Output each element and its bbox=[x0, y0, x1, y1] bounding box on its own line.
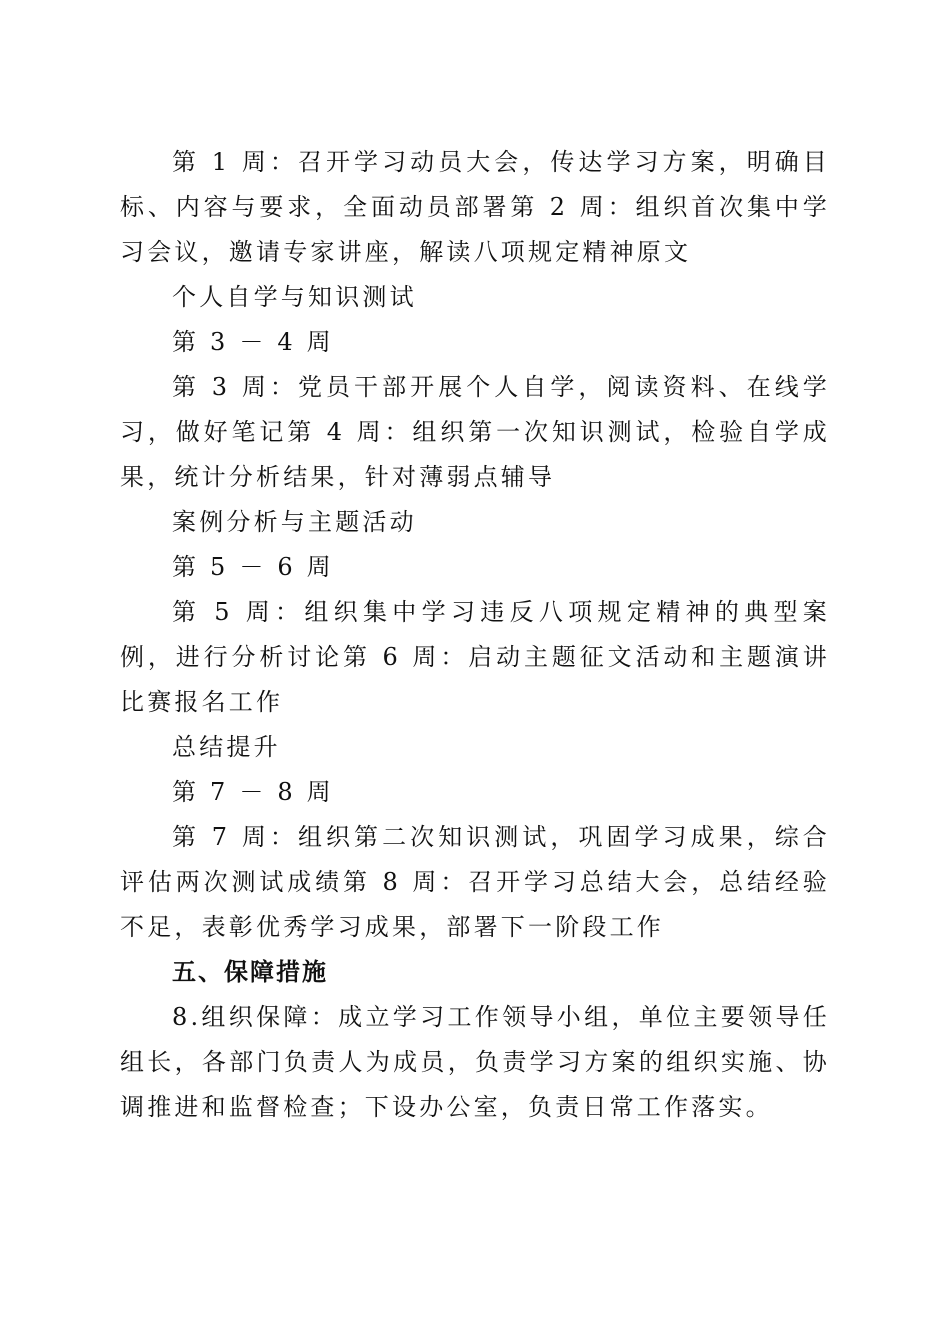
section-heading-safeguards: 五、保障措施 bbox=[172, 958, 328, 986]
paragraph-week-1-2: 第 1 周：召开学习动员大会，传达学习方案，明确目标、内容与要求，全面动员部署第 2 周：组织首次集中学习会议，邀请专家讲座，解读八项规定精神原文 bbox=[120, 148, 830, 266]
phase-period-week-3-4: 第 3 － 4 周 bbox=[172, 328, 334, 356]
paragraph-week-7-8: 第 7 周：组织第二次知识测试，巩固学习成果，综合评估两次测试成绩第 8 周：召开学习总结大会，总结经验不足，表彰优秀学习成果，部署下一阶段工作 bbox=[120, 823, 830, 941]
paragraph-week-5-6: 第 5 周：组织集中学习违反八项规定精神的典型案例，进行分析讨论第 6 周：启动主题征文活动和主题演讲比赛报名工作 bbox=[120, 598, 830, 716]
phase-title-case-analysis: 案例分析与主题活动 bbox=[172, 508, 417, 536]
paragraph-organization-guarantee: 8.组织保障：成立学习工作领导小组，单位主要领导任组长，各部门负责人为成员，负责学习方案的组织实施、协调推进和监督检查；下设办公室，负责日常工作落实。 bbox=[120, 1003, 830, 1121]
paragraph-week-3-4: 第 3 周：党员干部开展个人自学，阅读资料、在线学习，做好笔记第 4 周：组织第一次知识测试，检验自学成果，统计分析结果，针对薄弱点辅导 bbox=[120, 373, 830, 491]
phase-title-self-study: 个人自学与知识测试 bbox=[172, 283, 417, 311]
phase-period-week-7-8: 第 7 － 8 周 bbox=[172, 778, 334, 806]
document-body bbox=[120, 140, 830, 1130]
phase-title-summary: 总结提升 bbox=[172, 733, 281, 761]
phase-period-week-5-6: 第 5 － 6 周 bbox=[172, 553, 334, 581]
